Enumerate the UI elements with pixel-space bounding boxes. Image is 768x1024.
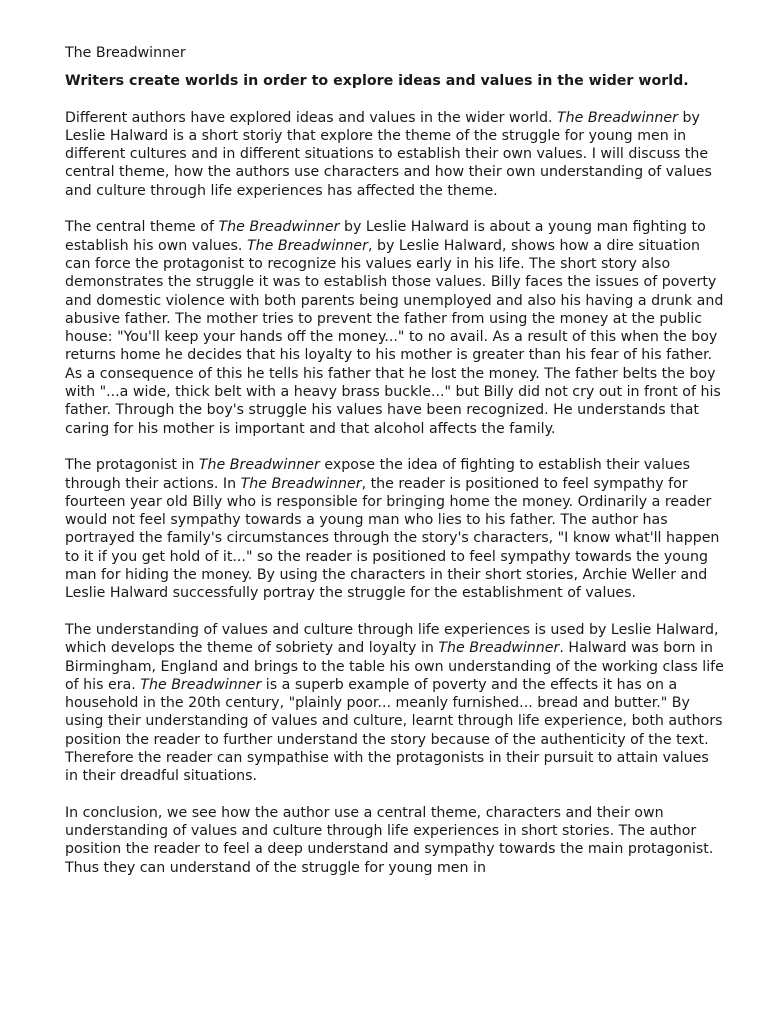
paragraph-text: The central theme of [65, 219, 219, 236]
paragraph-text: Different authors have explored ideas and values in the wider world. [65, 109, 557, 126]
paragraph-text: , by Leslie Halward, shows how a dire situation can force the protagonist to recognize his values early in his life. The short story also demonstrates the struggle it was to establish those values. Billy faces the issues of poverty and domestic violence with both parents being unemployed and also his having a drunk and abusive father. The mother tries to prevent the father from using the money at the public house: "You'll keep your hands off the money..." to no avail. As a result of this when the boy returns home he decides that his loyalty to his mother is greater than his fear of his father. As a consequence of this he tells his father that he lost the money. The father belts the boy with "...a wide, thick belt with a heavy brass buckle..." but Billy did not cry out in front of his father. Through the boy's struggle his values have been recognized. He understands that caring for his mother is important and that alcohol affects the family. [65, 237, 724, 437]
paragraph-text: The understanding of values and culture through life experiences is used by Leslie Halward, which develops the theme of sobriety and loyalty in [65, 621, 719, 657]
italic-title-text: The Breadwinner [140, 676, 262, 693]
paragraph-text: is a superb example of poverty and the effects it has on a household in the 20th century, "plainly poor... meanly furnished... bread and butter." By using their understanding of values and culture, learnt through life experience, both authors position the reader to further understand the story because of the authenticity of the text. Therefore the reader can sympathise with the protagonists in their pursuit to attain values in their dreadful situations. [65, 676, 723, 785]
paragraph [65, 109, 725, 200]
paragraph-text: , the reader is positioned to feel sympathy for fourteen year old Billy who is responsible for bringing home the money. Ordinarily a reader would not feel sympathy towards a young man who lies to his father. The author has portrayed the family's circumstances through the story's characters, "I know what'll happen to it if you get hold of it..." so the reader is positioned to feel sympathy towards the young man for hiding the money. By using the characters in their short stories, Archie Weller and Leslie Halward successfully portray the struggle for the establishment of values. [65, 475, 720, 602]
italic-title-text: The Breadwinner [246, 237, 368, 254]
paragraph-text: expose the idea of fighting to establish their values through their actions. In [65, 457, 691, 492]
paragraph-text: . Halward was born in Birmingham, England and brings to the table his own understanding of the working class life of his era. [65, 640, 724, 693]
paragraph [65, 804, 725, 877]
paragraph-text: The protagonist in [65, 457, 199, 474]
document-subtitle: Writers create worlds in order to explore ideas and values in the wider world. [65, 73, 689, 90]
document-title: The Breadwinner [65, 45, 186, 61]
italic-title-text: The Breadwinner [240, 475, 362, 492]
document-body [65, 44, 725, 895]
italic-title-text: The Breadwinner [218, 219, 340, 236]
italic-title-text: The Breadwinner [557, 109, 678, 126]
paragraph-text: by Leslie Halward is a short storiy that explore the theme of the struggle for young men in different cultures and in different situations to establish their own values. I will discuss the central theme, how the authors use characters and how their own understanding of values and culture through life experiences has affected the theme. [65, 109, 712, 199]
paragraph-text: In conclusion, we see how the author use a central theme, characters and their own understanding of values and culture through life experiences in short stories. The author position the reader to feel a deep understand and sympathy towards the main protagonist. Thus they can understand of the struggle for young men in [65, 804, 714, 876]
paragraph [65, 456, 725, 602]
paragraph-text: by Leslie Halward is about a young man fighting to establish his own values. [65, 219, 706, 254]
paragraph [65, 218, 725, 438]
italic-title-text: The Breadwinner [438, 640, 560, 657]
paragraph [65, 621, 725, 786]
paragraph-list [65, 109, 725, 877]
italic-title-text: The Breadwinner [198, 457, 320, 474]
